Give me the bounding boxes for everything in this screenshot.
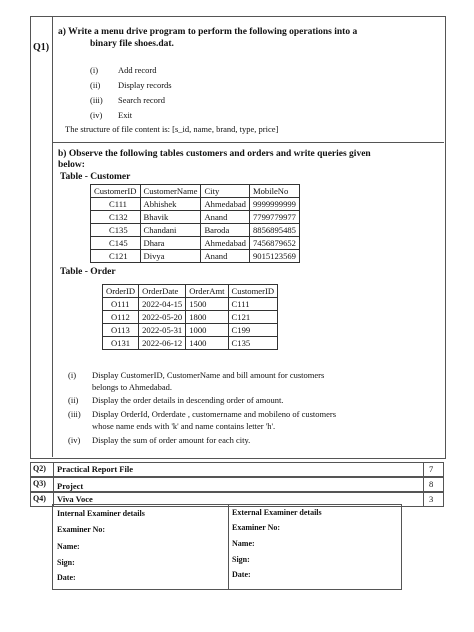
part-a-item-num: (i) bbox=[90, 65, 99, 75]
table-cell: 2022-05-31 bbox=[139, 324, 186, 337]
table-cell: Baroda bbox=[201, 224, 250, 237]
column-header: OrderID bbox=[103, 285, 139, 298]
table-cell: 2022-05-20 bbox=[139, 311, 186, 324]
table-cell: O111 bbox=[103, 298, 139, 311]
table-header-row bbox=[103, 285, 278, 298]
query-text: Display OrderId, Orderdate , customername and mobileno of customers bbox=[92, 409, 337, 419]
column-header: CustomerID bbox=[228, 285, 278, 298]
question-label: Q2) bbox=[33, 464, 46, 473]
table-cell: Ahmedabad bbox=[201, 198, 250, 211]
external-sign-label: Sign: bbox=[232, 555, 250, 564]
table-cell: C111 bbox=[228, 298, 278, 311]
part-a-item-text: Search record bbox=[118, 95, 165, 105]
query-num: (i) bbox=[68, 370, 77, 380]
table-cell: 1400 bbox=[186, 337, 228, 350]
question-text: Viva Voce bbox=[57, 494, 93, 504]
q1-label: Q1) bbox=[33, 42, 50, 53]
part-a-item-num: (iv) bbox=[90, 110, 103, 120]
order-table-title: Table - Order bbox=[60, 267, 116, 277]
question-row-q3 bbox=[30, 477, 444, 492]
question-marks: 8 bbox=[429, 479, 434, 489]
part-a-item-num: (ii) bbox=[90, 80, 101, 90]
part-b-line1: b) Observe the following tables customers and orders and write queries given bbox=[58, 149, 371, 159]
table-cell: 7456879652 bbox=[249, 237, 299, 250]
internal-date-label: Date: bbox=[57, 573, 76, 582]
table-cell: 1500 bbox=[186, 298, 228, 311]
part-a-item-num: (iii) bbox=[90, 95, 103, 105]
table-cell: C111 bbox=[91, 198, 141, 211]
table-cell: O131 bbox=[103, 337, 139, 350]
query-num: (iii) bbox=[68, 409, 81, 419]
query-text-cont: whose name ends with 'k' and name contains letter 'h'. bbox=[92, 421, 276, 431]
table-cell: Anand bbox=[201, 211, 250, 224]
table-row bbox=[103, 311, 278, 324]
table-cell: Divya bbox=[140, 250, 201, 263]
table-cell: 1000 bbox=[186, 324, 228, 337]
part-a-item-text: Add record bbox=[118, 65, 157, 75]
table-header-row bbox=[91, 185, 300, 198]
table-cell: 1800 bbox=[186, 311, 228, 324]
query-text: Display the sum of order amount for each city. bbox=[92, 435, 251, 445]
table-cell: C121 bbox=[91, 250, 141, 263]
table-row bbox=[91, 224, 300, 237]
table-cell: C135 bbox=[91, 224, 141, 237]
part-a-line1: a) Write a menu drive program to perform the following operations into a bbox=[58, 27, 358, 37]
part-a-item-text: Exit bbox=[118, 110, 133, 120]
internal-examiner-title: Internal Examiner details bbox=[57, 509, 145, 518]
examiner-divider bbox=[228, 504, 229, 590]
external-date-label: Date: bbox=[232, 570, 251, 579]
question-marks: 7 bbox=[429, 464, 434, 474]
table-cell: C199 bbox=[228, 324, 278, 337]
q1-part-divider bbox=[52, 142, 444, 143]
table-cell: 9999999999 bbox=[249, 198, 299, 211]
internal-sign-label: Sign: bbox=[57, 558, 75, 567]
table-row bbox=[91, 211, 300, 224]
table-cell: C121 bbox=[228, 311, 278, 324]
part-a-item-text: Display records bbox=[118, 80, 172, 90]
table-row bbox=[103, 337, 278, 350]
order-table bbox=[102, 284, 278, 350]
table-cell: Chandani bbox=[140, 224, 201, 237]
table-cell: 2022-04-15 bbox=[139, 298, 186, 311]
column-header: CustomerID bbox=[91, 185, 141, 198]
table-cell: C135 bbox=[228, 337, 278, 350]
table-cell: C132 bbox=[91, 211, 141, 224]
table-row bbox=[91, 237, 300, 250]
question-label: Q3) bbox=[33, 479, 46, 488]
query-text: Display the order details in descending order of amount. bbox=[92, 395, 284, 405]
column-header: CustomerName bbox=[140, 185, 201, 198]
table-row bbox=[103, 298, 278, 311]
q1-column-divider bbox=[52, 16, 53, 457]
customer-table-title: Table - Customer bbox=[60, 172, 131, 182]
query-num: (iv) bbox=[68, 435, 81, 445]
table-cell: Dhara bbox=[140, 237, 201, 250]
question-text: Project bbox=[57, 481, 84, 491]
query-text-cont: belongs to Ahmedabad. bbox=[92, 382, 173, 392]
table-row bbox=[103, 324, 278, 337]
column-header: OrderDate bbox=[139, 285, 186, 298]
internal-name-label: Name: bbox=[57, 542, 80, 551]
table-cell: Abhishek bbox=[140, 198, 201, 211]
table-cell: 2022-06-12 bbox=[139, 337, 186, 350]
table-cell: O112 bbox=[103, 311, 139, 324]
column-header: OrderAmt bbox=[186, 285, 228, 298]
file-structure-text: The structure of file content is: [s_id, name, brand, type, price] bbox=[65, 124, 279, 134]
query-num: (ii) bbox=[68, 395, 79, 405]
question-marks: 3 bbox=[429, 494, 434, 504]
table-cell: 9015123569 bbox=[249, 250, 299, 263]
column-header: City bbox=[201, 185, 250, 198]
column-header: MobileNo bbox=[249, 185, 299, 198]
part-b-line2: below: bbox=[58, 160, 85, 170]
customer-table bbox=[90, 184, 300, 263]
table-row bbox=[91, 250, 300, 263]
external-examiner-no-label: Examiner No: bbox=[232, 523, 281, 532]
table-cell: 8856895485 bbox=[249, 224, 299, 237]
part-a-line2: binary file shoes.dat. bbox=[90, 39, 174, 49]
question-text: Practical Report File bbox=[57, 464, 133, 474]
external-examiner-title: External Examiner details bbox=[232, 508, 322, 517]
question-row-q2 bbox=[30, 462, 444, 477]
query-text: Display CustomerID, CustomerName and bill amount for customers bbox=[92, 370, 325, 380]
table-cell: Ahmedabad bbox=[201, 237, 250, 250]
table-cell: Anand bbox=[201, 250, 250, 263]
table-cell: C145 bbox=[91, 237, 141, 250]
table-cell: 7799779977 bbox=[249, 211, 299, 224]
internal-examiner-no-label: Examiner No: bbox=[57, 525, 106, 534]
table-cell: Bhavik bbox=[140, 211, 201, 224]
table-row bbox=[91, 198, 300, 211]
table-cell: O113 bbox=[103, 324, 139, 337]
question-label: Q4) bbox=[33, 494, 46, 503]
external-name-label: Name: bbox=[232, 539, 255, 548]
